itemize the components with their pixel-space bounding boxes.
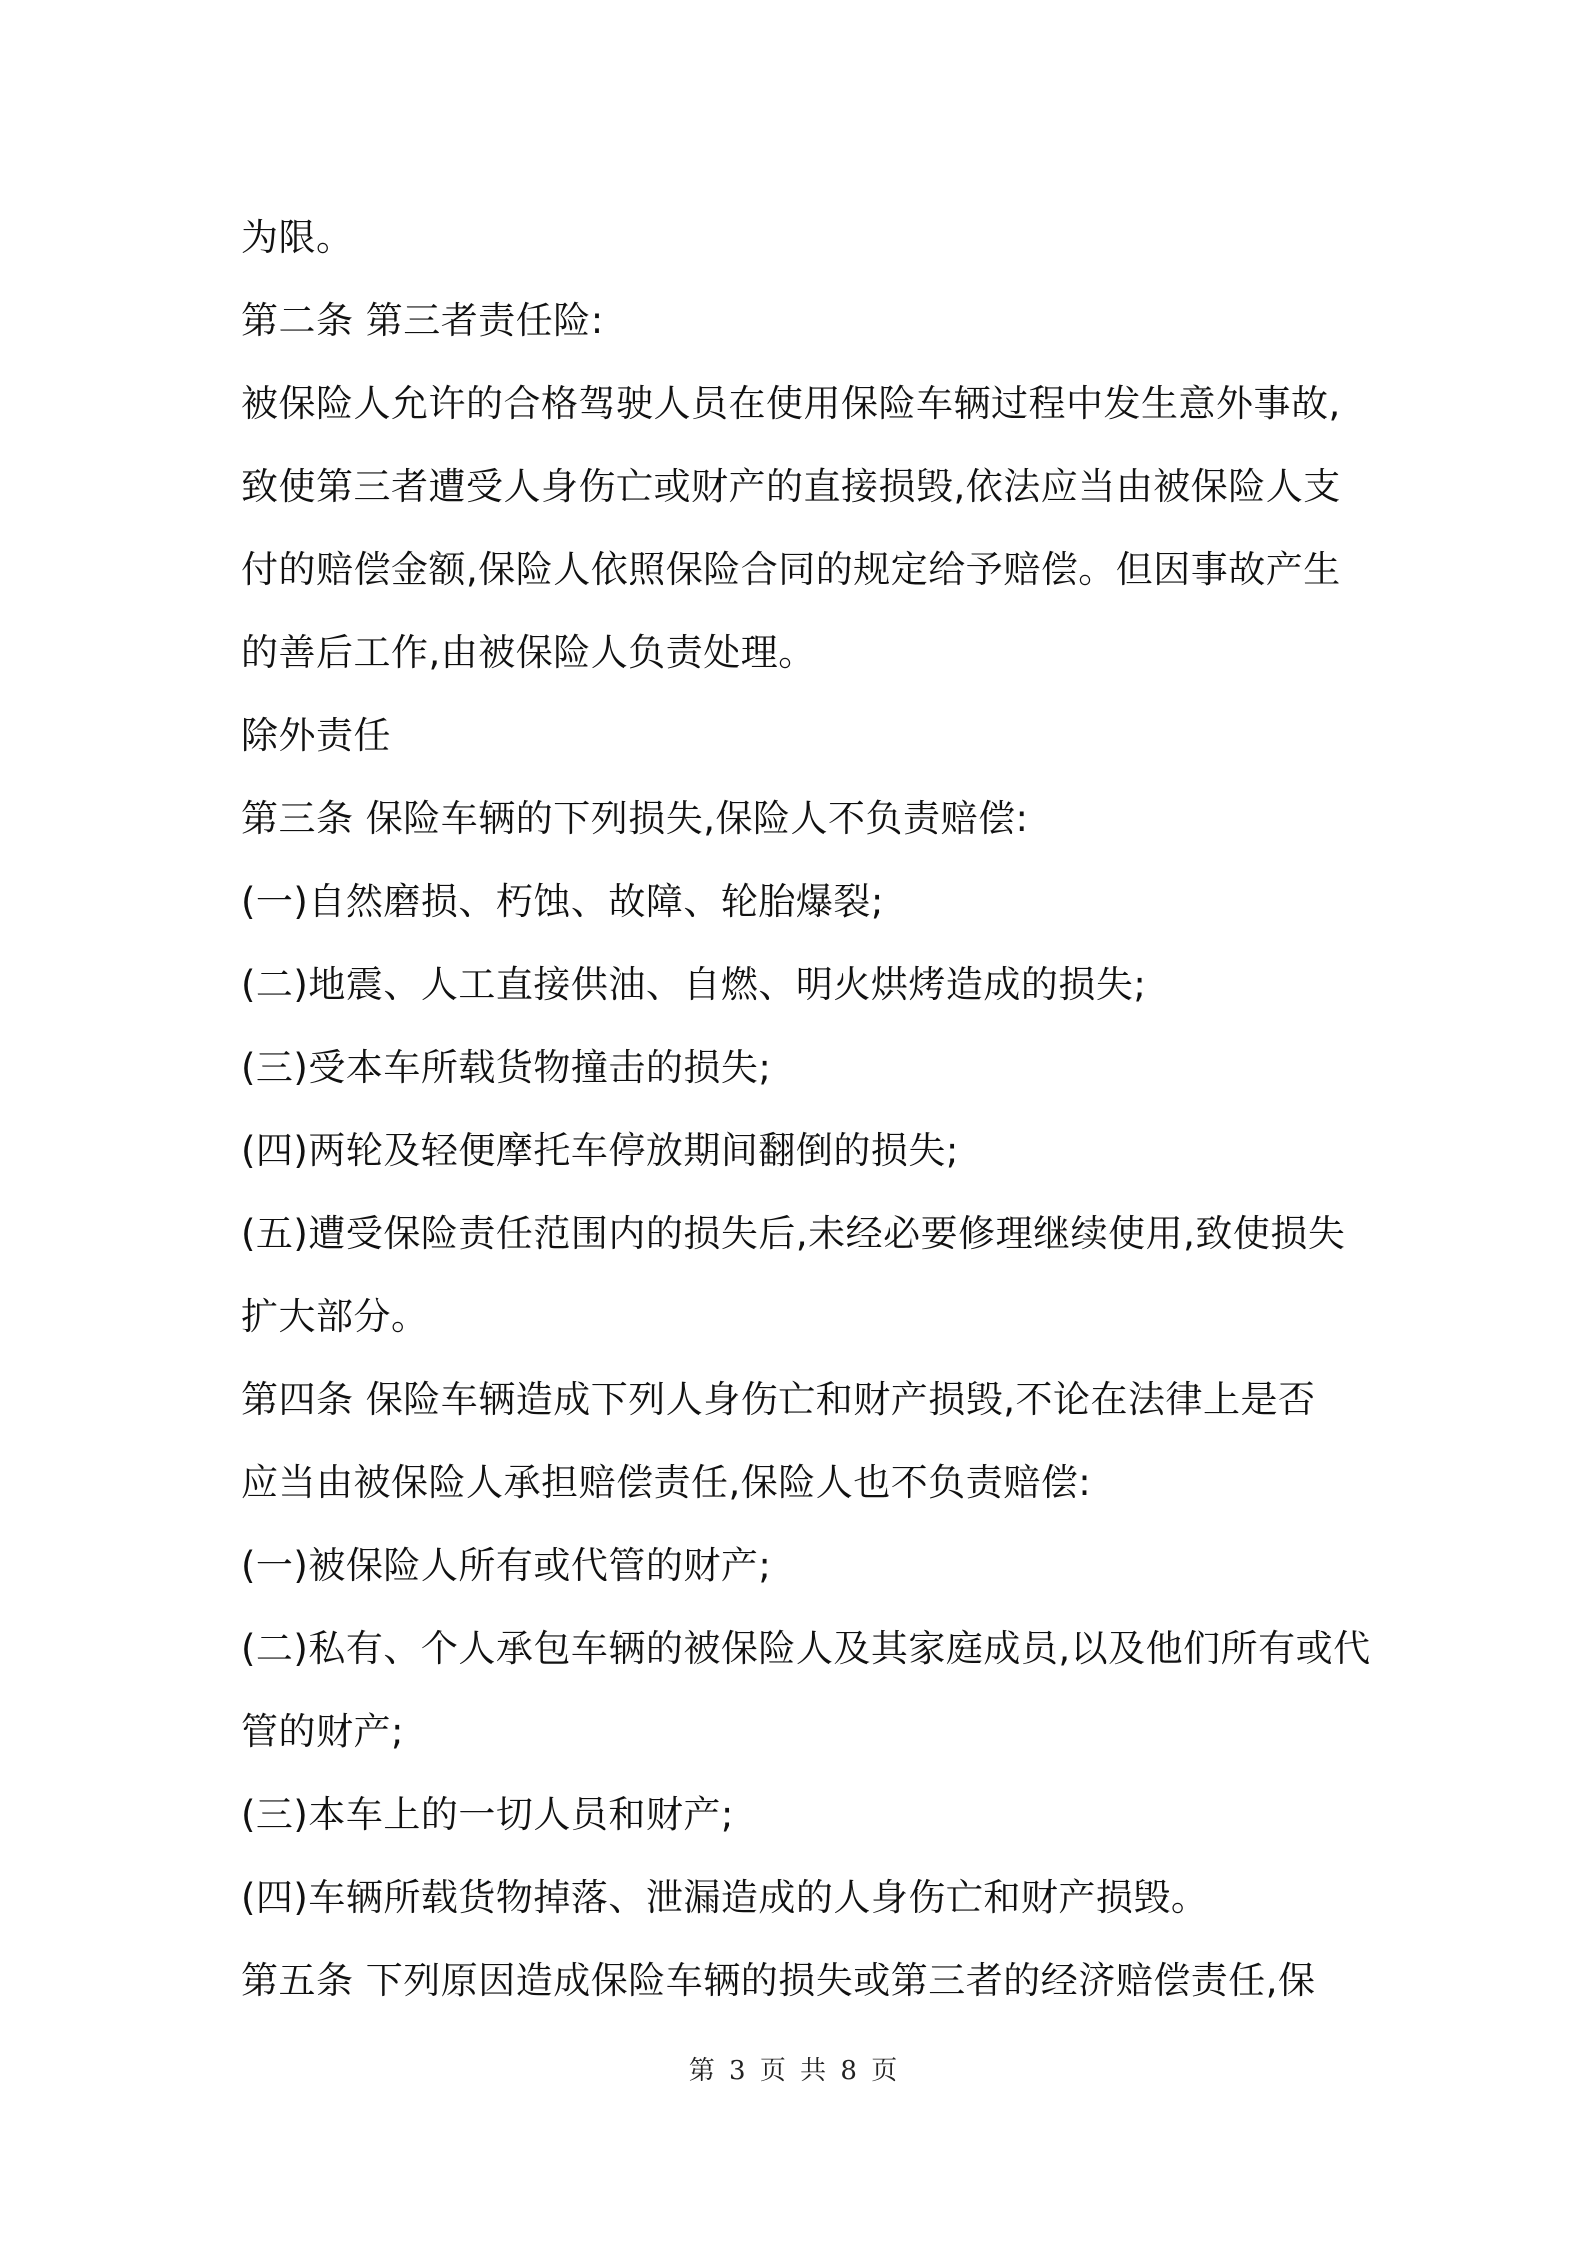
text-line: 被保险人允许的合格驾驶人员在使用保险车辆过程中发生意外事故, [241, 382, 1341, 425]
list-item: (三)受本车所载货物撞击的损失; [241, 1046, 772, 1089]
text-line: 致使第三者遭受人身伤亡或财产的直接损毁,依法应当由被保险人支 [241, 465, 1341, 508]
text-line: 管的财产; [241, 1710, 404, 1753]
list-item: (四)两轮及轻便摩托车停放期间翻倒的损失; [241, 1129, 959, 1172]
list-item: (五)遭受保险责任范围内的损失后,未经必要修理继续使用,致使损失 [241, 1212, 1346, 1255]
list-item: (一)自然磨损、朽蚀、故障、轮胎爆裂; [241, 880, 884, 923]
document-body [241, 196, 1371, 2022]
article-heading: 第五条 下列原因造成保险车辆的损失或第三者的经济赔偿责任,保 [241, 1959, 1316, 2002]
list-item: (三)本车上的一切人员和财产; [241, 1793, 734, 1836]
text-line: 扩大部分。 [241, 1295, 429, 1338]
section-heading: 除外责任 [241, 714, 391, 757]
text-line: 付的赔偿金额,保险人依照保险合同的规定给予赔偿。但因事故产生 [241, 548, 1341, 591]
list-item: (一)被保险人所有或代管的财产; [241, 1544, 772, 1587]
text-line: 的善后工作,由被保险人负责处理。 [241, 631, 816, 674]
article-heading: 第四条 保险车辆造成下列人身伤亡和财产损毁,不论在法律上是否 [241, 1378, 1316, 1421]
list-item: (二)私有、个人承包车辆的被保险人及其家庭成员,以及他们所有或代 [241, 1627, 1371, 1670]
text-line: 为限。 [241, 216, 354, 259]
text-line: 应当由被保险人承担赔偿责任,保险人也不负责赔偿: [241, 1461, 1092, 1504]
article-heading: 第三条 保险车辆的下列损失,保险人不负责赔偿: [241, 797, 1029, 840]
list-item: (四)车辆所载货物掉落、泄漏造成的人身伤亡和财产损毁。 [241, 1876, 1209, 1919]
page-number-footer: 第 3 页 共 8 页 [688, 2056, 898, 2086]
article-heading: 第二条 第三者责任险: [241, 299, 604, 342]
list-item: (二)地震、人工直接供油、自燃、明火烘烤造成的损失; [241, 963, 1147, 1006]
